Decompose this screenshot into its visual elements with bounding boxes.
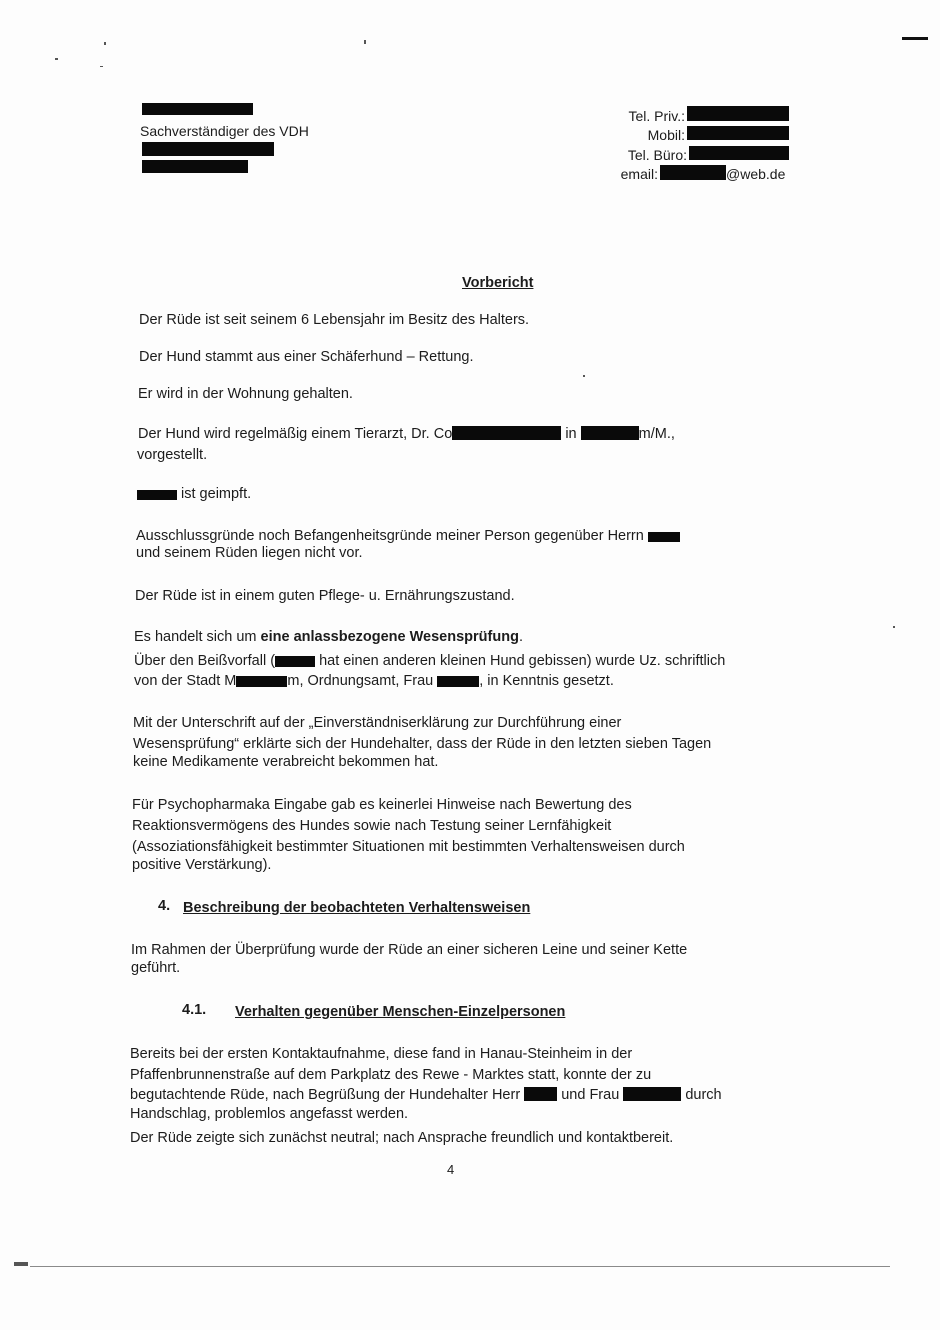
tel-buero-label: Tel. Büro: [627,147,687,163]
paragraph-ownership: Der Rüde ist seit seinem 6 Lebensjahr im Besitz des Halters. [139,312,530,328]
redacted-city [142,160,248,173]
scan-speck [55,58,58,60]
section-41-line4: Handschlag, problemlos angefasst werden. [130,1106,409,1122]
redacted-officer-name [437,676,479,687]
sender-title: Sachverständiger des VDH [140,123,309,139]
paragraph-psycho-line3: (Assoziationsfähigkeit bestimmter Situationen mit bestimmten Verhaltensweisen durch [132,839,685,855]
mobil-label: Mobil: [647,127,685,143]
tel-priv-label: Tel. Priv.: [628,108,685,124]
paragraph-vet-line2: vorgestellt. [137,447,208,463]
vet-text-b: in [565,426,577,442]
section-41-line2: Pfaffenbrunnenstraße auf dem Parkplatz des Rewe - Marktes statt, konnte der zu [130,1067,652,1083]
page-number: 4 [447,1162,455,1177]
test-type-c: . [518,629,523,645]
report-heading: Vorbericht [462,275,534,291]
incident-a: Über den Beißvorfall ( [134,653,276,669]
contact-text-b: und Frau [561,1087,620,1103]
section-4-text-line1: Im Rahmen der Überprüfung wurde der Rüde an einer sicheren Leine und seiner Kette [131,942,688,958]
vet-text-c: m/M., [638,426,675,442]
scan-mark [902,37,928,40]
redacted-city-2 [236,676,287,687]
paragraph-psycho-line1: Für Psychopharmaka Eingabe gab es keinerlei Hinweise nach Bewertung des [132,797,632,813]
paragraph-psycho-line4: positive Verstärkung). [132,857,272,873]
contact-text-a: begutachtende Rüde, nach Begrüßung der Hundehalter Herr [130,1087,521,1103]
scan-speck [100,66,103,67]
redacted-name [142,103,253,115]
incident-c: von der Stadt M [134,673,237,689]
section-4-title: Beschreibung der beobachteten Verhaltensweisen [183,900,531,916]
section-41-line1: Bereits bei der ersten Kontaktaufnahme, diese fand in Hanau-Steinheim in der [130,1046,633,1062]
section-4-number: 4. [158,898,171,914]
vet-text-a: Der Hund wird regelmäßig einem Tierarzt, Dr. Co [138,426,453,442]
email-label: email: [620,166,658,182]
redacted-dog-name-2 [275,656,315,667]
redacted-tel-buero [689,146,789,160]
redacted-owner-name [648,532,680,542]
section-41-number: 4.1. [182,1002,207,1018]
section-41-line3 [130,1085,722,1105]
redacted-email-user [660,165,726,180]
section-41-line5: Der Rüde zeigte sich zunächst neutral; nach Ansprache freundlich und kontaktbereit. [130,1130,674,1146]
contact-text-c: durch [685,1087,722,1103]
scan-speck [104,42,106,45]
paragraph-housing: Er wird in der Wohnung gehalten. [138,386,353,402]
redacted-owner-wife-name [623,1087,681,1101]
scan-bottom-mark [14,1262,28,1266]
test-type-b: eine anlassbezogene Wesensprüfung [260,629,519,645]
paragraph-consent-line1: Mit der Unterschrift auf der „Einverständniserklärung zur Durchführung einer [133,715,622,731]
redacted-owner-name-2 [524,1087,557,1101]
incident-e: , in Kenntnis gesetzt. [479,673,614,689]
paragraph-vaccinated [137,484,251,504]
vaccinated-text: ist geimpft. [181,486,252,502]
redacted-vet-city [581,426,639,440]
paragraph-origin: Der Hund stammt aus einer Schäferhund – Rettung. [139,349,474,365]
incident-d: m, Ordnungsamt, Frau [287,673,434,689]
test-type-a: Es handelt sich um [134,629,261,645]
scan-bottom-line [30,1266,890,1267]
paragraph-incident-line2 [134,671,614,691]
scan-speck [583,375,585,377]
redacted-dog-name [137,490,177,500]
redacted-tel-priv [687,106,789,121]
paragraph-condition: Der Rüde ist in einem guten Pflege- u. Ernährungszustand. [135,588,515,604]
paragraph-test-type [134,627,523,647]
section-41-title: Verhalten gegenüber Menschen-Einzelpersonen [235,1004,566,1020]
paragraph-bias-line2: und seinem Rüden liegen nicht vor. [136,545,363,561]
scan-speck [893,626,895,628]
incident-b: hat einen anderen kleinen Hund gebissen) wurde Uz. schriftlich [319,653,726,669]
paragraph-incident-line1 [134,651,725,671]
bias-text-a: Ausschlussgründe noch Befangenheitsgründe meiner Person gegenüber Herrn [136,528,644,544]
redacted-mobil [687,126,789,140]
email-domain: @web.de [726,166,786,182]
redacted-street [142,142,274,156]
paragraph-vet-line1 [138,424,675,444]
paragraph-consent-line2: Wesensprüfung“ erklärte sich der Hundehalter, dass der Rüde in den letzten sieben Tagen [133,736,712,752]
paragraph-psycho-line2: Reaktionsvermögens des Hundes sowie nach Testung seiner Lernfähigkeit [132,818,612,834]
section-4-text-line2: geführt. [131,960,181,976]
redacted-vet-name [452,426,561,440]
paragraph-consent-line3: keine Medikamente verabreicht bekommen hat. [133,754,439,770]
scan-speck [364,40,366,44]
